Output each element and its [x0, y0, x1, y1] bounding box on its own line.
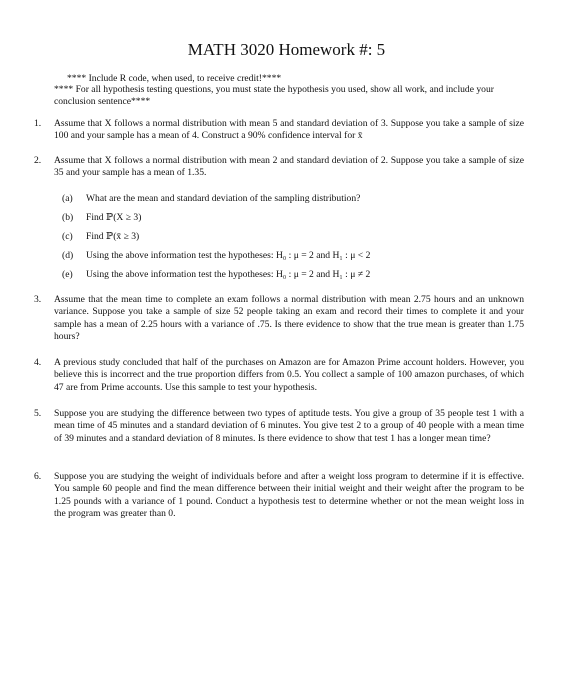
subpart-label: (b)	[62, 212, 74, 223]
subpart-text: Find ℙ(X ≥ 3)	[86, 212, 142, 223]
problem-text: Assume that X follows a normal distribution with mean 2 and standard deviation of 2. Suppose you take a sample of size 35 and your sample has a mean of 1.35.	[54, 155, 524, 179]
subpart-text: Using the above information test the hypotheses: H₀ : μ = 2 and H₁ : μ ≠ 2	[86, 269, 371, 280]
subpart-label: (c)	[62, 231, 73, 242]
intro-r-code-note: **** Include R code, when used, to receive credit!****	[67, 73, 282, 84]
subpart-c	[62, 231, 512, 243]
problem-text: Suppose you are studying the weight of individuals before and after a weight loss program to determine if it is effective. You sample 60 people and find the mean difference between their initial weight and their weight after the program to be 1.25 pounds with a variance of 1 pound. Conduct a hypothesis test to determine whether or not the mean weight loss in the program was greater than 0.	[54, 471, 524, 519]
problem-number: 5.	[34, 408, 42, 419]
problem-number: 4.	[34, 357, 42, 368]
subpart-a	[62, 193, 512, 205]
problem-text: Assume that X follows a normal distribution with mean 5 and standard deviation of 3. Suppose you take a sample of size 100 and your sample has a mean of 4. Construct a 90% confidence interval for x̄	[54, 118, 524, 142]
page-title: MATH 3020 Homework #: 5	[187, 40, 386, 59]
problem-text: A previous study concluded that half of the purchases on Amazon are for Amazon Prime account holders. However, you believe this is incorrect and the true proportion differs from 0.5. You collect a sample of 100 amazon purchases, of which 47 are from Prime accounts. Use this sample to test your hypothesis.	[54, 357, 524, 393]
problem-text: Suppose you are studying the difference between two types of aptitude tests. You give a group of 35 people test 1 with a mean time of 45 minutes and a standard deviation of 6 minutes. You give test 2 to a group of 40 people with a mean time of 39 minutes and a standard deviation of 8 minutes. Is there evidence to show that test 1 has a longer mean time?	[54, 408, 524, 444]
problem-6	[34, 471, 524, 520]
subpart-text: Using the above information test the hypotheses: H₀ : μ = 2 and H₁ : μ < 2	[86, 250, 371, 261]
intro-hypothesis-note: **** For all hypothesis testing questions, you must state the hypothesis you used, show all work, and include your conclusion sentence****	[54, 84, 494, 108]
problem-5	[34, 408, 524, 445]
problem-3	[34, 294, 524, 343]
subpart-label: (e)	[62, 269, 73, 280]
problem-text: Assume that the mean time to complete an exam follows a normal distribution with mean 2.75 hours and an unknown variance. Suppose you take a sample of size 52 people taking an exam and record their times to complete it and your sample has a mean of 2.25 hours with a variance of .75. Is there evidence to show that the true mean is greater than 1.75 hours?	[54, 294, 524, 342]
subpart-b	[62, 212, 512, 224]
subpart-text: Find ℙ(x̄ ≥ 3)	[86, 231, 140, 242]
subpart-label: (a)	[62, 193, 73, 204]
problem-number: 1.	[34, 118, 42, 129]
subpart-label: (d)	[62, 250, 74, 261]
problem-1	[34, 118, 524, 143]
problem-2	[34, 155, 524, 180]
problem-number: 3.	[34, 294, 42, 305]
problem-4	[34, 357, 524, 394]
subpart-text: What are the mean and standard deviation of the sampling distribution?	[86, 193, 361, 204]
subpart-e	[62, 269, 512, 281]
problem-number: 2.	[34, 155, 42, 166]
problem-number: 6.	[34, 471, 42, 482]
subpart-d	[62, 250, 512, 262]
